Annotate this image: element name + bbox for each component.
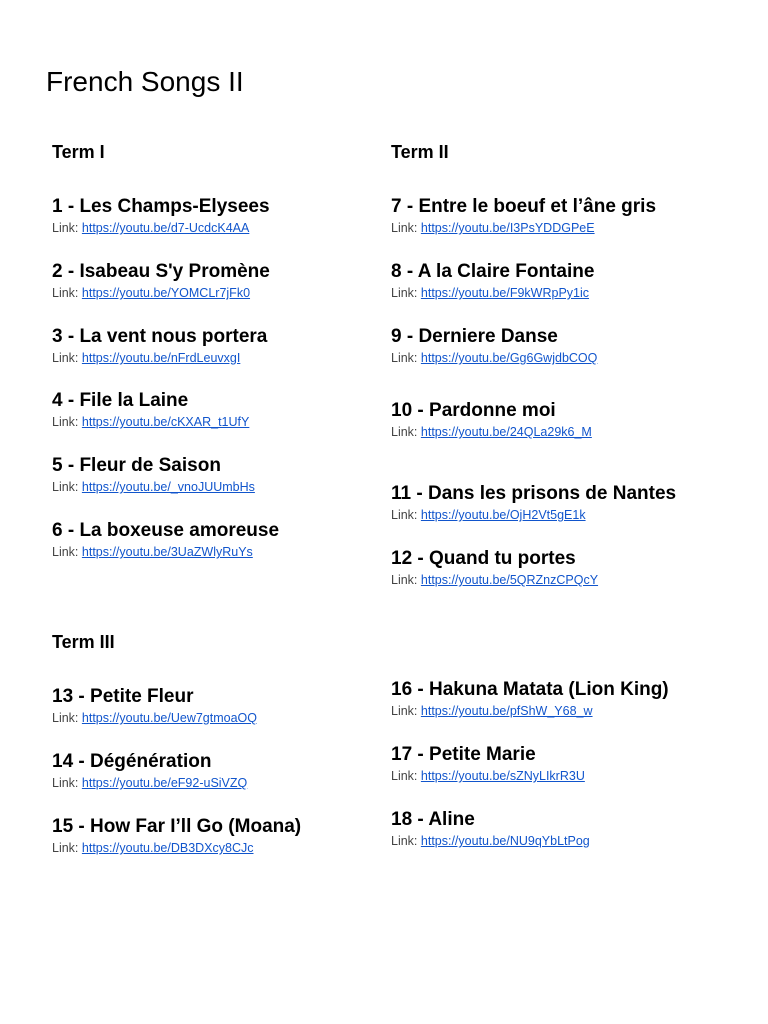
link-label: Link:	[52, 841, 82, 855]
song-title: 13 - Petite Fleur	[52, 686, 194, 707]
song-item	[52, 520, 392, 560]
song-item	[391, 196, 731, 236]
song-item	[52, 326, 392, 366]
song-link[interactable]: https://youtu.be/3UaZWlyRuYs	[81, 545, 253, 559]
link-label: Link:	[52, 776, 82, 790]
song-link-row	[52, 479, 392, 495]
song-link-row	[52, 775, 392, 791]
song-link-row	[52, 414, 392, 430]
song-title: 14 - Dégénération	[52, 751, 212, 772]
song-link[interactable]: https://youtu.be/24QLa29k6_M	[420, 425, 592, 439]
song-link-row	[52, 710, 392, 726]
link-label: Link:	[52, 711, 82, 725]
song-link-row	[52, 285, 392, 301]
link-label: Link:	[52, 415, 82, 429]
song-item	[391, 400, 731, 440]
song-item	[391, 679, 731, 719]
song-link-row	[52, 544, 392, 560]
link-label: Link:	[391, 351, 421, 365]
song-title: 10 - Pardonne moi	[391, 400, 556, 421]
song-item	[52, 390, 392, 430]
song-link[interactable]: https://youtu.be/d7-UcdcK4AA	[81, 221, 250, 235]
song-item	[52, 816, 392, 856]
song-title: 6 - La boxeuse amoreuse	[52, 520, 280, 541]
link-label: Link:	[391, 508, 421, 522]
link-label: Link:	[52, 221, 82, 235]
song-link-row	[391, 350, 731, 366]
song-item	[52, 686, 392, 726]
link-label: Link:	[391, 704, 421, 718]
song-link[interactable]: https://youtu.be/nFrdLeuvxgI	[81, 351, 241, 365]
song-link-row	[391, 768, 731, 784]
song-link-row	[391, 285, 731, 301]
song-item	[391, 261, 731, 301]
link-label: Link:	[391, 834, 421, 848]
song-link[interactable]: https://youtu.be/pfShW_Y68_w	[420, 704, 593, 718]
song-link[interactable]: https://youtu.be/Uew7gtmoaOQ	[81, 711, 257, 725]
link-label: Link:	[52, 480, 82, 494]
song-title: 4 - File la Laine	[52, 390, 189, 411]
song-link-row	[391, 703, 731, 719]
link-label: Link:	[391, 221, 421, 235]
link-label: Link:	[52, 545, 82, 559]
song-title: 3 - La vent nous portera	[52, 326, 268, 347]
song-item	[52, 196, 392, 236]
song-link[interactable]: https://youtu.be/F9kWRpPy1ic	[420, 286, 590, 300]
song-title: 15 - How Far I’ll Go (Moana)	[52, 816, 302, 837]
term-heading-3: Term III	[52, 632, 115, 652]
song-title: 18 - Aline	[391, 809, 475, 830]
song-link[interactable]: https://youtu.be/cKXAR_t1UfY	[81, 415, 250, 429]
song-link-row	[391, 507, 731, 523]
song-link[interactable]: https://youtu.be/NU9qYbLtPog	[420, 834, 590, 848]
song-link-row	[391, 220, 731, 236]
song-title: 9 - Derniere Danse	[391, 326, 558, 347]
song-title: 2 - Isabeau S'y Promène	[52, 261, 270, 282]
term-heading-2: Term II	[391, 142, 449, 162]
song-link[interactable]: https://youtu.be/I3PsYDDGPeE	[420, 221, 595, 235]
song-link-row	[52, 220, 392, 236]
song-link-row	[391, 424, 731, 440]
song-link-row	[391, 833, 731, 849]
song-link[interactable]: https://youtu.be/_vnoJUUmbHs	[81, 480, 255, 494]
page-title: French Songs II	[46, 66, 244, 97]
song-link[interactable]: https://youtu.be/OjH2Vt5gE1k	[420, 508, 586, 522]
song-item	[52, 261, 392, 301]
term-heading-1: Term I	[52, 142, 105, 162]
song-link[interactable]: https://youtu.be/Gg6GwjdbCOQ	[420, 351, 598, 365]
link-label: Link:	[391, 425, 421, 439]
song-title: 17 - Petite Marie	[391, 744, 536, 765]
song-title: 8 - A la Claire Fontaine	[391, 261, 595, 282]
song-item	[391, 809, 731, 849]
song-title: 5 - Fleur de Saison	[52, 455, 221, 476]
song-item	[52, 455, 392, 495]
song-title: 12 - Quand tu portes	[391, 548, 576, 569]
song-link[interactable]: https://youtu.be/DB3DXcy8CJc	[81, 841, 254, 855]
song-item	[391, 483, 731, 523]
link-label: Link:	[391, 769, 421, 783]
link-label: Link:	[391, 286, 421, 300]
song-title: 7 - Entre le boeuf et l’âne gris	[391, 196, 657, 217]
song-link[interactable]: https://youtu.be/YOMCLr7jFk0	[81, 286, 251, 300]
song-link[interactable]: https://youtu.be/5QRZnzCPQcY	[420, 573, 599, 587]
song-link-row	[52, 350, 392, 366]
song-item	[391, 326, 731, 366]
song-title: 11 - Dans les prisons de Nantes	[391, 483, 677, 504]
song-title: 16 - Hakuna Matata (Lion King)	[391, 679, 669, 700]
song-item	[391, 744, 731, 784]
song-link-row	[391, 572, 731, 588]
link-label: Link:	[52, 351, 82, 365]
song-item	[52, 751, 392, 791]
song-item	[391, 548, 731, 588]
song-link-row	[52, 840, 392, 856]
link-label: Link:	[391, 573, 421, 587]
song-link[interactable]: https://youtu.be/sZNyLIkrR3U	[420, 769, 585, 783]
song-title: 1 - Les Champs-Elysees	[52, 196, 270, 217]
song-link[interactable]: https://youtu.be/eF92-uSiVZQ	[81, 776, 248, 790]
link-label: Link:	[52, 286, 82, 300]
